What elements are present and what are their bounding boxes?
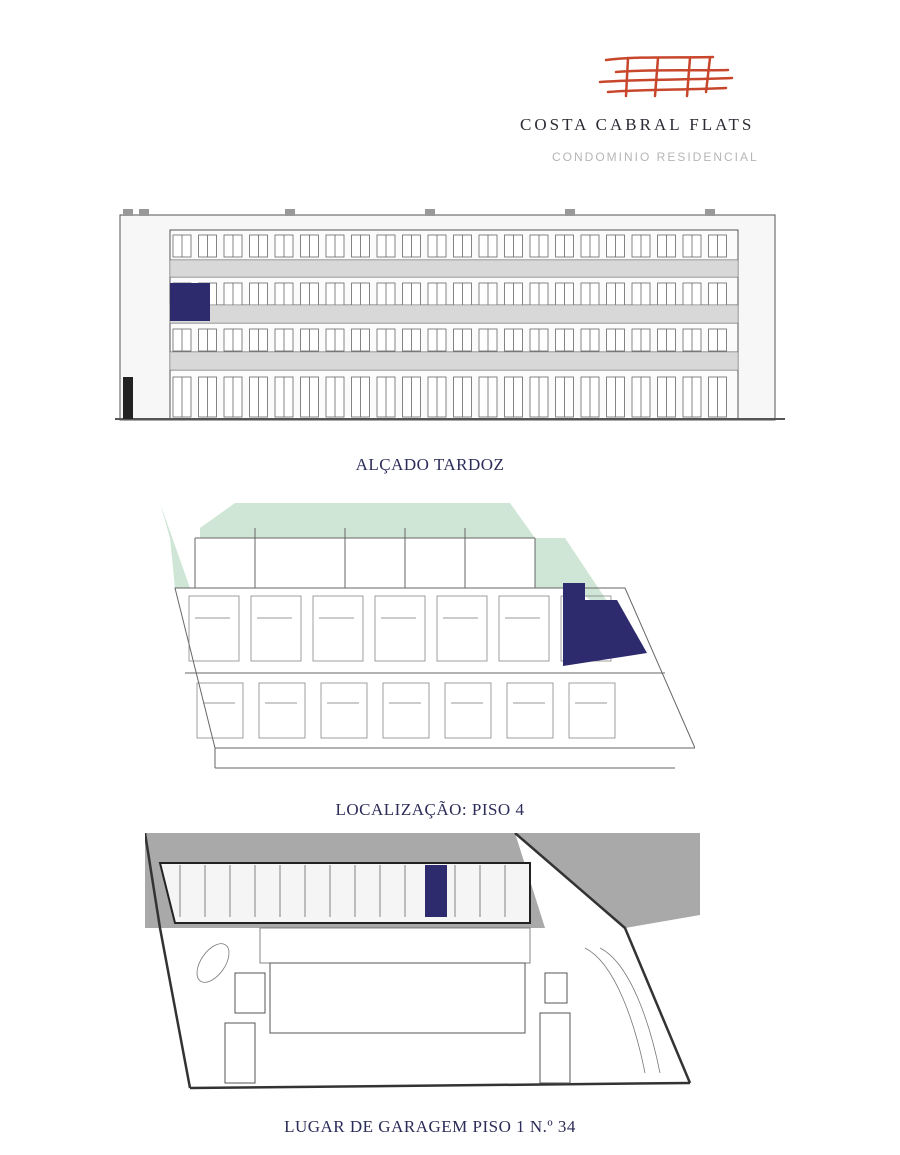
highlighted-apartment <box>563 583 647 666</box>
highlighted-parking-space <box>425 865 447 917</box>
brand-logo <box>598 52 738 102</box>
caption-garage-plan: LUGAR DE GARAGEM PISO 1 N.º 34 <box>284 1117 576 1136</box>
floor-plan-drawing <box>155 498 695 778</box>
brand-name: COSTA CABRAL FLATS <box>520 115 755 134</box>
highlighted-unit <box>170 283 210 321</box>
caption-rear-elevation: ALÇADO TARDOZ <box>355 455 505 474</box>
rear-elevation-drawing <box>115 205 785 430</box>
caption-floor-plan: LOCALIZAÇÃO: PISO 4 <box>335 800 525 819</box>
garage-plan-drawing <box>145 833 700 1113</box>
brand-subtitle: CONDOMINIO RESIDENCIAL <box>552 150 759 164</box>
